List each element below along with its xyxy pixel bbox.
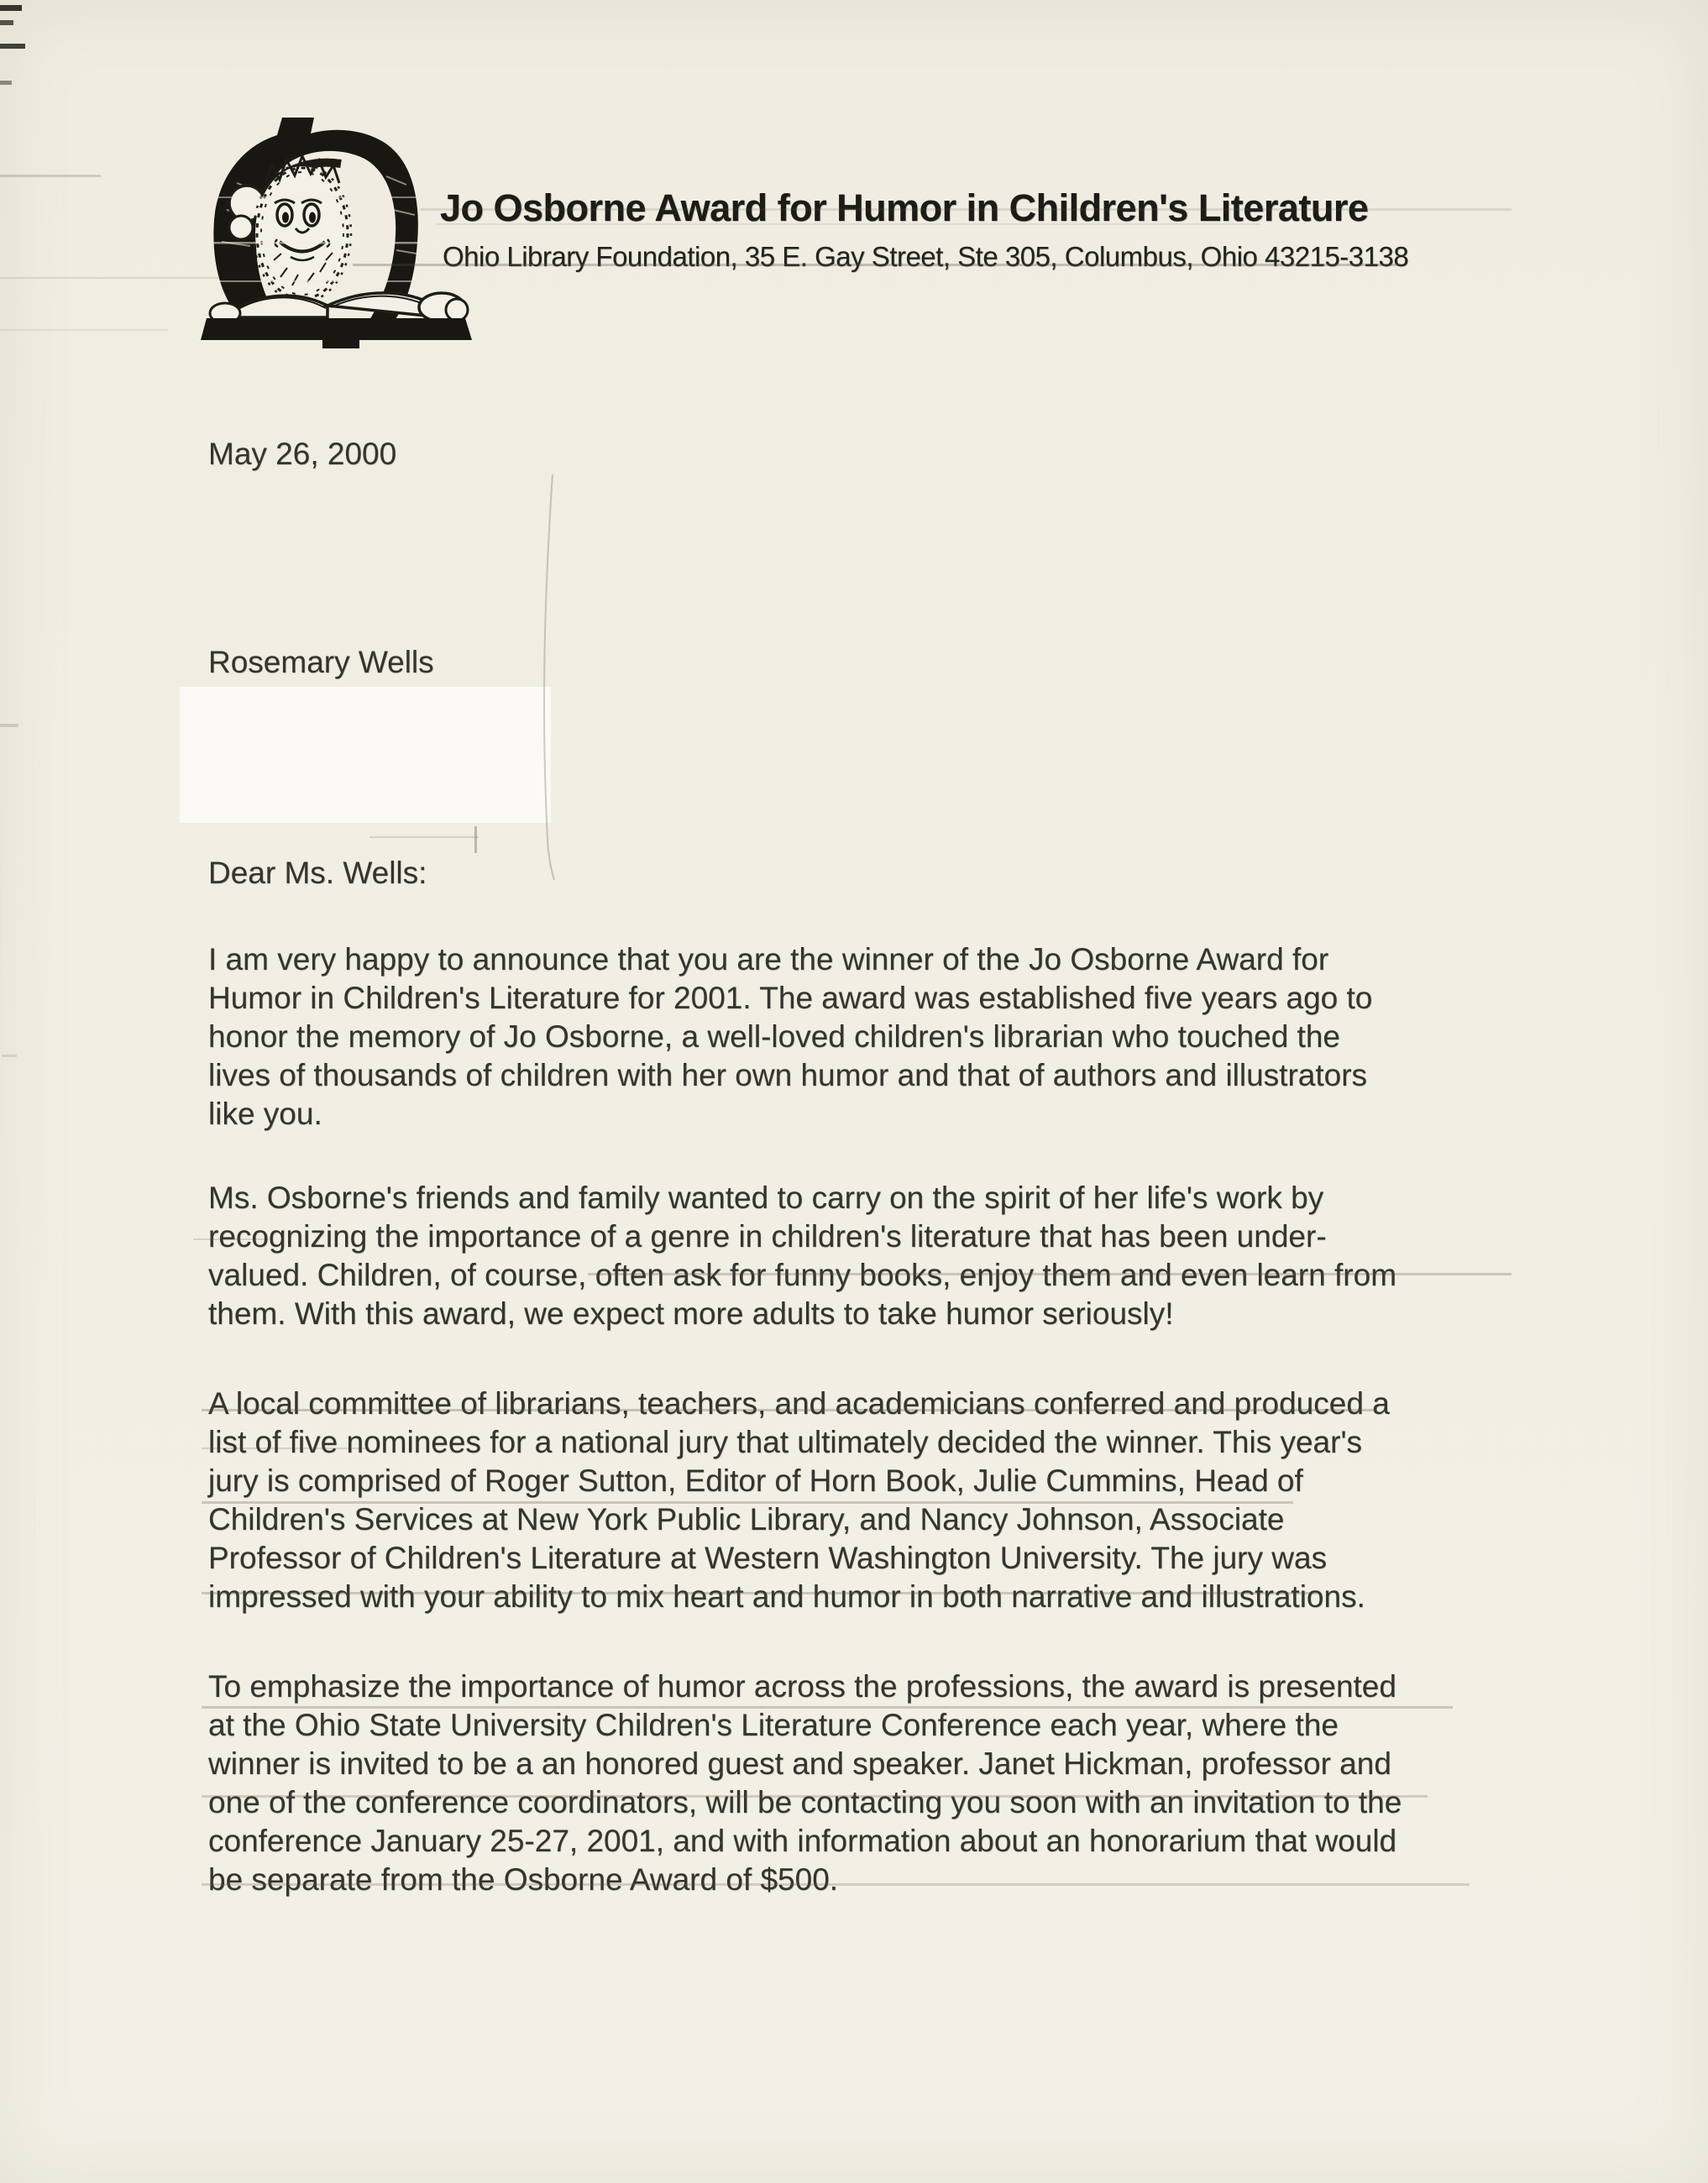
letterhead-address: Ohio Library Foundation, 35 E. Gay Street, Ste 305, Columbus, Ohio 43215-3138 — [443, 241, 1409, 272]
recipient-name: Rosemary Wells — [208, 645, 434, 679]
paragraph-4: To emphasize the importance of humor across the professions, the award is presented at the Ohio State University Children's Literature Conference each year, where the winner is invited to be a an honored guest and speaker. Janet Hickman, professor and one of the conference coordinators, will be contacting you soon with an invitation to the conference January 25-27, 2001, and with information about an honorarium that would be separate from the Osborne Award of $500. — [208, 1669, 1402, 1897]
paragraph-3: A local committee of librarians, teachers, and academicians conferred and produced a list of five nominees for a national jury that ultimately decided the winner. This year's jury is comprised of Roger Sutton, Editor of Horn Book, Julie Cummins, Head of Children's Services at New York Public Library, and Nancy Johnson, Associate Professor of Children's Literature at Western Washington University. The jury was impressed with your ability to mix heart and humor in both narrative and illustrations. — [208, 1386, 1390, 1614]
paragraph-2: Ms. Osborne's friends and family wanted to carry on the spirit of her life's work by recognizing the importance of a genre in children's literature that has been under- valued. Children, of course, often ask for funny books, enjoy them and even learn from them. With this award, we expect more adults to take humor seriously! — [208, 1180, 1397, 1331]
letter-date: May 26, 2000 — [208, 437, 397, 471]
paragraph-1: I am very happy to announce that you are the winner of the Jo Osborne Award for Humor in Children's Literature for 2001. The award was established five years ago to honor the memory of Jo Osborne, a well-loved children's librarian who touched the lives of thousands of children with her own humor and that of authors and illustrators like you. — [208, 942, 1373, 1131]
redacted-address-block — [180, 687, 551, 823]
fuzzy-creature-reading-book-logo-icon — [200, 116, 477, 364]
letterhead-title: Jo Osborne Award for Humor in Children's Literature — [440, 186, 1369, 229]
salutation: Dear Ms. Wells: — [208, 856, 427, 890]
